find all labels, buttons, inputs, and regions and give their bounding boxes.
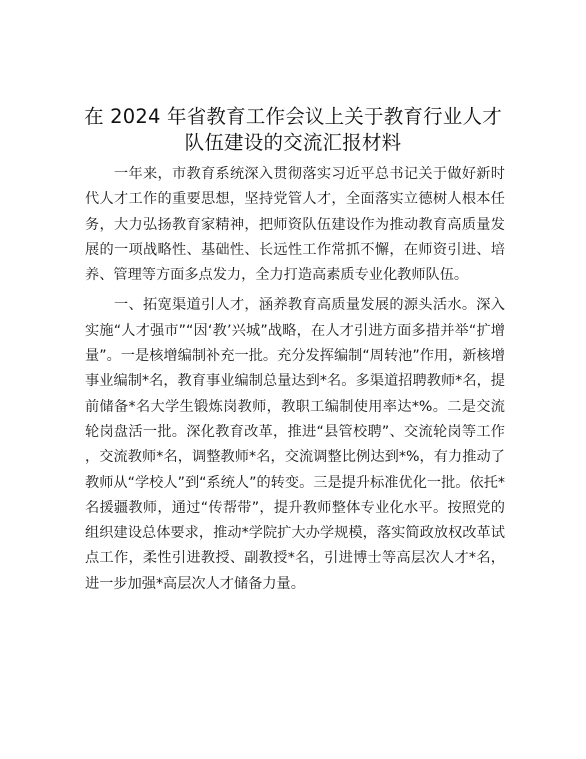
paragraph-intro: 一年来，市教育系统深入贯彻落实习近平总书记关于做好新时代人才工作的重要思想，坚持党管人才，全面落实立德树人根本任务，大力弘扬教育家精神，把师资队伍建设作为推动教育高质量发展的一项战略性、基础性、长远性工作常抓不懈，在师资引进、培养、管理等方面多点发力，全力打造高素质专业化教师队伍。 [85, 166, 505, 284]
paragraph-section-1: 一、拓宽渠道引人才，涵养教育高质量发展的源头活水。深入实施“人才强市”“因‘教’兴城”战略，在人才引进方面多措并举“扩增量”。一是核增编制补充一批。充分发挥编制“周转池”作用，新核增事业编制*名，教育事业编制总量达到*名。多渠道招聘教师*名，提前储备*名大学生锻炼岗教师，教职工编制使用率达*%。二是交流轮岗盘活一批。深化教育改革，推进“县管校聘”、交流轮岗等工作，交流教师*名，调整教师*名，交流调整比例达到*%，有力推动了教师从“学校人”到“系统人”的转变。三是提升标准优化一批。依托*名援疆教师，通过“传帮带”，提升教师整体专业化水平。按照党的组织建设总体要求，推动*学院扩大办学规模，落实简政放权改革试点工作，柔性引进教授、副教授*名，引进博士等高层次人才*名，进一步加强*高层次人才储备力量。 [85, 297, 505, 592]
document-title-line-2: 队伍建设的交流汇报材料 [184, 131, 402, 154]
document-body [85, 162, 505, 597]
document-title-line-1: 在 2024 年省教育工作会议上关于教育行业人才 [84, 105, 502, 128]
